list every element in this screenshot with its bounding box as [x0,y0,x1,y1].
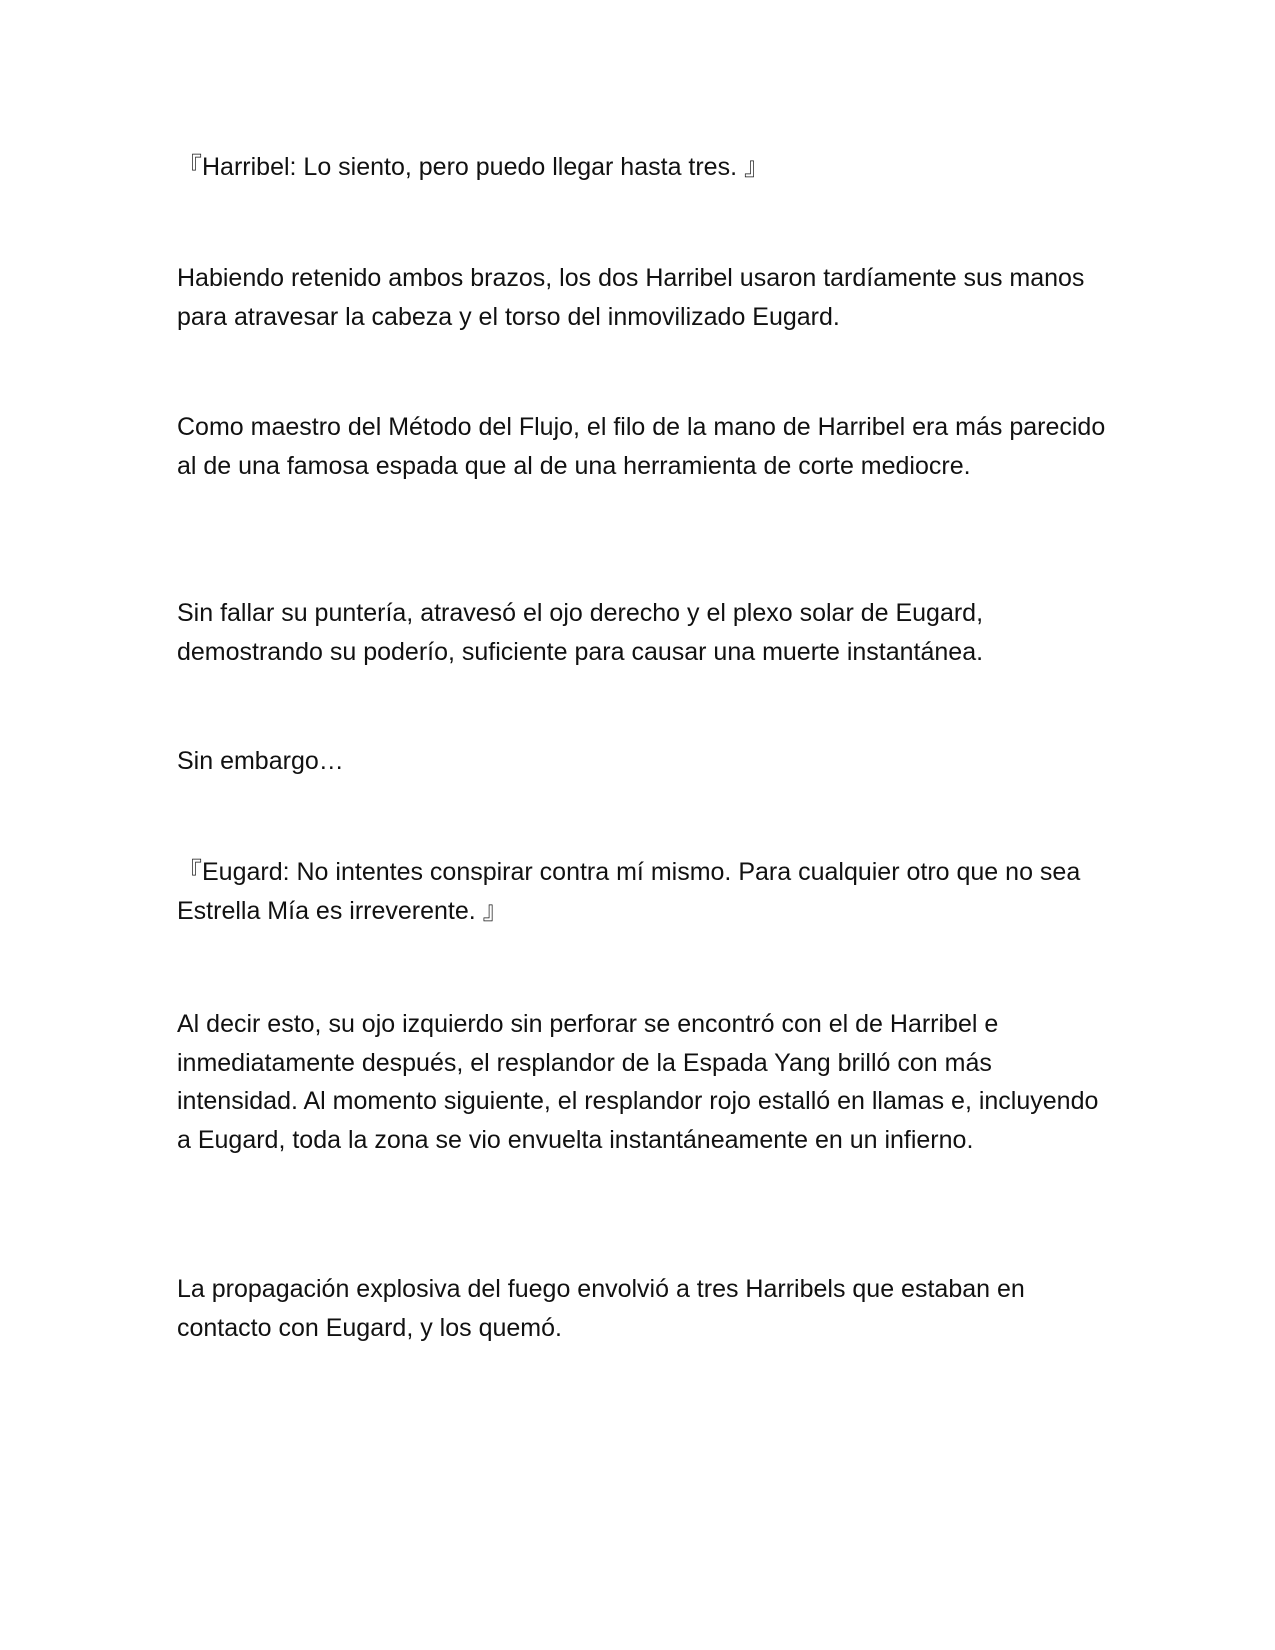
dialogue-harribel: 『Harribel: Lo siento, pero puedo llegar hasta tres. 』 [177,153,769,181]
narration-paragraph: Sin fallar su puntería, atravesó el ojo derecho y el plexo solar de Eugard, demostrando su poderío, suficiente para causar una muerte instantánea. [177,599,984,666]
narration-paragraph: La propagación explosiva del fuego envolvió a tres Harribels que estaban en contacto con Eugard, y los quemó. [177,1275,1025,1342]
narration-paragraph: Sin embargo… [177,747,344,775]
narration-paragraph: Al decir esto, su ojo izquierdo sin perforar se encontró con el de Harribel e inmediatamente después, el resplandor de la Espada Yang brilló con más intensidad. Al momento siguiente, el resplandor rojo estalló en llamas e, incluyendo a Eugard, toda la zona se vio envuelta instantáneamente en un infierno. [177,1010,1099,1154]
dialogue-eugard: 『Eugard: No intentes conspirar contra mí mismo. Para cualquier otro que no sea Estrella Mía es irreverente. 』 [177,858,1081,925]
narration-paragraph: Como maestro del Método del Flujo, el filo de la mano de Harribel era más parecido al de una famosa espada que al de una herramienta de corte mediocre. [177,413,1106,480]
narration-paragraph: Habiendo retenido ambos brazos, los dos Harribel usaron tardíamente sus manos para atravesar la cabeza y el torso del inmovilizado Eugard. [177,264,1085,331]
